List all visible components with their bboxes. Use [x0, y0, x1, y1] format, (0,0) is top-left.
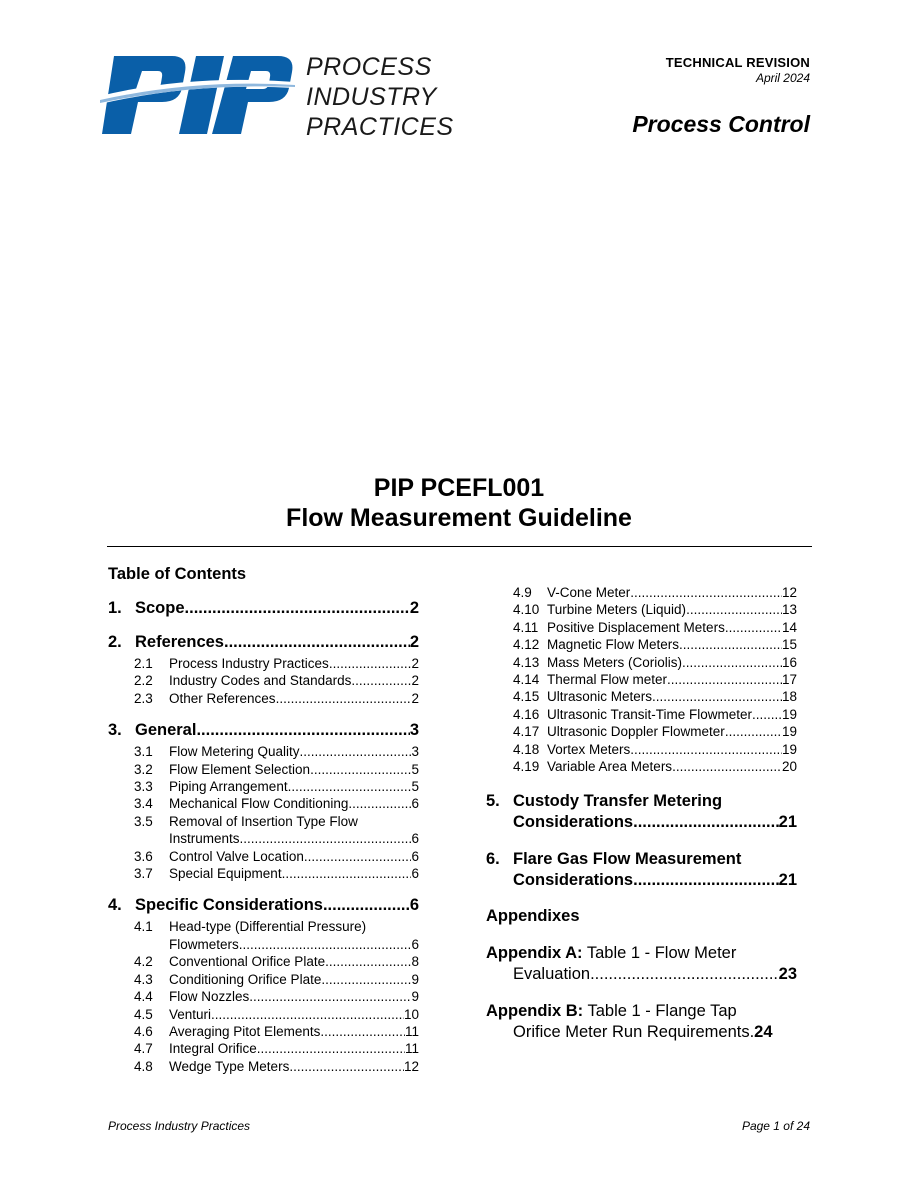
section-label: Specific Considerations [135, 896, 323, 915]
item-page: 19 [781, 724, 797, 740]
item-number: 4.11 [513, 619, 539, 635]
section-page: 6 [409, 896, 419, 915]
item-page: 14 [781, 619, 797, 635]
item-number: 4.15 [513, 689, 540, 705]
item-page: 3 [411, 744, 419, 760]
item-label: Other References [169, 690, 276, 706]
item-page: 10 [403, 1006, 419, 1022]
toc-item-3-3[interactable] [108, 778, 419, 795]
item-number: 4.3 [134, 971, 153, 987]
item-page: 5 [411, 779, 419, 795]
item-number: 4.14 [513, 672, 540, 688]
toc-section-5-continued[interactable] [486, 812, 797, 833]
appendix-label-continued: Evaluation [513, 965, 591, 984]
item-label: Control Valve Location [169, 848, 304, 864]
toc-item-4-6[interactable] [108, 1023, 419, 1040]
revision-block [666, 55, 810, 85]
footer-page-number: Page 1 of 24 [741, 1119, 810, 1133]
section-label: References [135, 633, 224, 651]
toc-item-3-1[interactable] [108, 743, 419, 760]
item-label: V-Cone Meter [547, 585, 631, 600]
item-label: Ultrasonic Meters [547, 689, 653, 705]
toc-item-4-8[interactable] [108, 1058, 419, 1075]
appendix-label: Table 1 - Flange Tap [587, 1002, 737, 1021]
item-page: 9 [411, 971, 419, 987]
item-label: Ultrasonic Transit-Time Flowmeter [547, 706, 753, 722]
item-page: 8 [411, 954, 419, 970]
section-number: 2. [108, 633, 122, 651]
item-number: 4.5 [134, 1006, 153, 1022]
item-number: 4.18 [513, 741, 540, 757]
item-label: Magnetic Flow Meters [547, 637, 680, 653]
document-title: Flow Measurement Guideline [286, 504, 632, 532]
section-label: Scope [135, 599, 185, 617]
item-page: 2 [411, 656, 419, 671]
toc-item-3-7[interactable] [108, 865, 419, 882]
item-page: 5 [411, 761, 419, 777]
toc-appendix-a-continued[interactable] [486, 964, 797, 985]
toc-item-4-1[interactable] [108, 918, 419, 935]
document-code: PIP PCEFL001 [373, 474, 545, 502]
toc-item-2-1[interactable] [108, 655, 419, 672]
section-number: 5. [486, 792, 500, 811]
item-page: 11 [404, 1023, 419, 1039]
item-page: 15 [781, 637, 797, 653]
item-number: 2.3 [134, 690, 153, 706]
item-number: 4.13 [513, 654, 540, 670]
item-page: 2 [411, 690, 419, 706]
appendix-prefix: Appendix B: [486, 1002, 584, 1021]
section-page: 21 [778, 871, 797, 890]
toc-item-3-2[interactable] [108, 761, 419, 778]
toc-section-4[interactable] [108, 895, 419, 916]
item-label: Turbine Meters (Liquid) [547, 602, 687, 618]
toc-item-4-1-continued[interactable] [108, 936, 419, 953]
section-number: 3. [108, 721, 122, 740]
toc-item-4-7[interactable] [108, 1040, 419, 1057]
toc-right-column [486, 584, 797, 1043]
title-divider [107, 546, 812, 547]
toc-section-6[interactable] [486, 849, 797, 870]
item-label: Head-type (Differential Pressure) [169, 919, 367, 935]
item-number: 4.10 [513, 602, 540, 618]
revision-label: TECHNICAL REVISION [665, 55, 810, 70]
toc-item-4-14[interactable] [486, 671, 797, 688]
document-category: Process Control [632, 111, 810, 137]
toc-item-4-10[interactable] [486, 601, 797, 618]
item-number: 2.2 [134, 673, 153, 689]
item-label: Venturi [169, 1006, 212, 1022]
toc-item-4-17[interactable] [486, 723, 797, 740]
item-page: 20 [781, 759, 797, 775]
section-number: 1. [108, 599, 122, 617]
appendix-label: Table 1 - Flow Meter [586, 944, 737, 963]
item-label: Vortex Meters [547, 741, 631, 757]
toc-item-4-12[interactable] [486, 636, 797, 653]
toc-item-4-13[interactable] [486, 654, 797, 671]
toc-item-4-19[interactable] [486, 758, 797, 775]
appendix-page: 24 [754, 1023, 773, 1042]
item-label: Flow Metering Quality [169, 744, 300, 760]
toc-section-5[interactable] [486, 791, 797, 812]
org-line-3: PRACTICES [306, 113, 454, 141]
toc-item-4-2[interactable] [108, 953, 419, 970]
item-label: Flow Nozzles [169, 989, 250, 1005]
item-page: 13 [781, 602, 797, 618]
toc-item-3-4[interactable] [108, 795, 419, 812]
item-page: 6 [411, 936, 419, 952]
item-number: 3.3 [134, 779, 153, 795]
item-page: 17 [781, 672, 797, 688]
item-label: Variable Area Meters [547, 759, 673, 775]
item-label: Process Industry Practices [169, 656, 329, 671]
toc-appendix-b[interactable] [486, 1001, 797, 1022]
toc-item-4-11[interactable] [486, 619, 797, 636]
toc-left-column [108, 598, 419, 1075]
item-label: Mechanical Flow Conditioning [169, 796, 349, 812]
item-page: 9 [411, 989, 419, 1005]
item-number: 4.2 [134, 954, 153, 970]
item-label: Positive Displacement Meters [547, 619, 725, 635]
item-page: 18 [781, 689, 797, 705]
item-page: 2 [411, 673, 419, 689]
item-page: 12 [781, 585, 797, 600]
item-number: 3.1 [134, 744, 153, 760]
item-label: Flow Element Selection [169, 761, 311, 777]
toc-item-3-6[interactable] [108, 848, 419, 865]
item-number: 4.8 [134, 1058, 153, 1074]
organization-name [306, 52, 454, 142]
section-label: General [135, 721, 197, 740]
section-label: Flare Gas Flow Measurement [513, 850, 742, 869]
item-page: 12 [403, 1058, 419, 1074]
section-label-continued: Considerations [513, 813, 634, 832]
org-line-2: INDUSTRY [306, 83, 437, 111]
section-page: 2 [409, 599, 419, 617]
item-number: 4.7 [134, 1041, 153, 1057]
item-page: 6 [411, 866, 419, 882]
section-page: 21 [778, 813, 797, 832]
item-label-continued: Flowmeters [169, 936, 239, 952]
item-label: Wedge Type Meters [169, 1058, 290, 1074]
toc-item-4-5[interactable] [108, 1006, 419, 1023]
org-line-1: PROCESS [306, 53, 432, 81]
item-number: 4.12 [513, 637, 540, 653]
item-number: 3.2 [134, 761, 153, 777]
toc-item-2-2[interactable] [108, 672, 419, 689]
item-page: 19 [781, 741, 797, 757]
item-page: 6 [411, 848, 419, 864]
item-label: Mass Meters (Coriolis) [547, 654, 683, 670]
toc-item-4-18[interactable] [486, 741, 797, 758]
item-label: Conventional Orifice Plate [169, 954, 326, 970]
item-number: 4.19 [513, 759, 540, 775]
item-label: Conditioning Orifice Plate [169, 971, 322, 987]
toc-section-6-continued[interactable] [486, 870, 797, 891]
item-number: 3.4 [134, 796, 153, 812]
appendix-prefix: Appendix A: [486, 944, 583, 963]
toc-item-2-3[interactable] [108, 690, 419, 707]
toc-item-3-5[interactable] [108, 813, 419, 830]
item-number: 4.9 [513, 585, 532, 600]
item-number: 4.16 [513, 706, 540, 722]
toc-item-4-4[interactable] [108, 988, 419, 1005]
item-page: 16 [781, 654, 797, 670]
item-number: 3.6 [134, 848, 153, 864]
item-page: 6 [411, 831, 419, 847]
revision-date: April 2024 [755, 71, 810, 85]
toc-section-3[interactable] [108, 720, 419, 741]
toc-appendix-b-continued[interactable] [486, 1022, 797, 1043]
section-number: 4. [108, 896, 122, 915]
footer-organization: Process Industry Practices [108, 1119, 251, 1133]
section-page: 3 [409, 721, 419, 740]
appendix-label-continued: Orifice Meter Run Requirements. [513, 1023, 755, 1042]
toc-item-4-16[interactable] [486, 706, 797, 723]
toc-section-2[interactable] [108, 632, 419, 653]
section-page: 2 [409, 633, 419, 651]
item-label: Special Equipment [169, 866, 282, 882]
item-label: Industry Codes and Standards [169, 673, 352, 689]
toc-item-4-9[interactable] [486, 584, 797, 601]
pip-logo [100, 52, 295, 137]
appendixes-heading: Appendixes [486, 907, 580, 926]
item-label: Integral Orifice [169, 1041, 257, 1057]
toc-item-4-15[interactable] [486, 688, 797, 705]
item-number: 4.6 [134, 1023, 153, 1039]
item-number: 4.17 [513, 724, 540, 740]
item-number: 2.1 [134, 656, 153, 671]
appendix-page: 23 [778, 965, 797, 984]
section-number: 6. [486, 850, 500, 869]
toc-item-4-3[interactable] [108, 971, 419, 988]
item-label: Averaging Pitot Elements [169, 1023, 321, 1039]
item-label: Removal of Insertion Type Flow [169, 813, 358, 829]
item-label-continued: Instruments [169, 831, 240, 847]
toc-heading: Table of Contents [108, 565, 247, 583]
section-label-continued: Considerations [513, 871, 634, 890]
item-label: Thermal Flow meter [547, 672, 668, 688]
item-page: 6 [411, 796, 419, 812]
toc-section-1[interactable] [108, 598, 419, 619]
item-page: 19 [781, 706, 797, 722]
toc-appendix-a[interactable] [486, 943, 797, 964]
toc-item-3-5-continued[interactable] [108, 830, 419, 847]
item-page: 11 [404, 1041, 419, 1057]
item-label: Piping Arrangement [169, 779, 288, 795]
item-label: Ultrasonic Doppler Flowmeter [547, 724, 725, 740]
item-number: 4.4 [134, 989, 153, 1005]
item-number: 4.1 [134, 919, 153, 935]
section-label: Custody Transfer Metering [513, 792, 723, 811]
item-number: 3.7 [134, 866, 153, 882]
item-number: 3.5 [134, 813, 153, 829]
